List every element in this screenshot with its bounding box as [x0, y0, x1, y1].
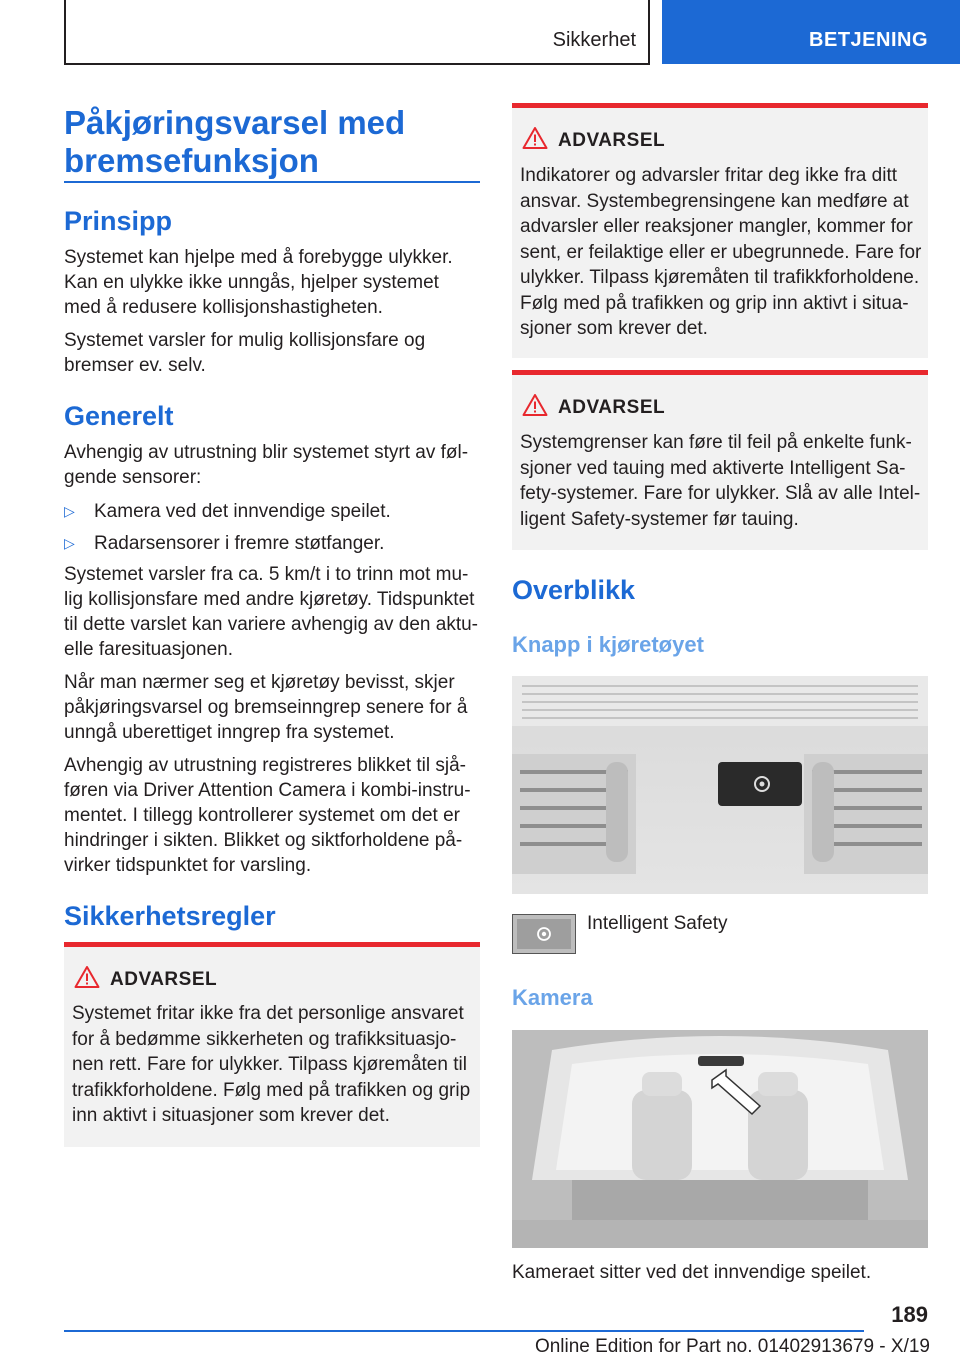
text-line: mentet. I tillegg kontrollerer systemet om det er [64, 805, 460, 826]
text-line: elle faresituasjonen. [64, 639, 233, 660]
header-chapter-label: BETJENING [809, 29, 928, 51]
text-line: trafikkforholdene. Følg med på trafikken og grip [72, 1079, 471, 1101]
paragraph-prinsipp-1 [64, 245, 484, 320]
text-line: Systemet kan hjelpe med å forebygge ulykker. [64, 247, 453, 268]
text-line: for å bedømme sikkerheten og trafikksituasjo‐ [72, 1028, 457, 1050]
warning-text [72, 1001, 474, 1129]
page-title: Påkjøringsvarsel med bremsefunksjon [64, 104, 406, 179]
warning-box [512, 103, 928, 358]
text-line: ansvar. Systembegrensingene kan medføre at [520, 190, 909, 212]
text-line: Når man nærmer seg et kjøretøy bevisst, skjer [64, 672, 455, 693]
text-line: påkjøringsvarsel og bremseinngrep senere for å [64, 697, 468, 718]
title-rule [64, 181, 480, 183]
heading-kamera: Kamera [512, 985, 593, 1010]
paragraph-prinsipp-2 [64, 328, 484, 378]
bullet-triangle-icon: ▷ [64, 535, 75, 551]
warning-box [512, 370, 928, 550]
text-line: Systemet varsler for mulig kollisjonsfare og [64, 330, 426, 351]
list-item [64, 531, 484, 556]
text-line: hindringer i sikten. Blikket og siktforholdene på‐ [64, 830, 463, 851]
camera-location-photo [512, 1030, 928, 1248]
text-line: Systemet fritar ikke fra det personlige ansvaret [72, 1003, 464, 1024]
paragraph-generelt-4 [64, 753, 484, 878]
text-line: Systemet varsler fra ca. 5 km/t i to trinn mot mu‐ [64, 564, 469, 585]
paragraph-generelt-2 [64, 562, 484, 662]
header-divider [648, 0, 650, 64]
text-line: ligent Safety-systemer før tauing. [520, 508, 799, 530]
dashboard-button-photo [512, 676, 928, 894]
header-chapter-tab[interactable] [662, 0, 960, 64]
text-line: Avhengig av utrustning registreres blikket til sjå‐ [64, 755, 467, 776]
warning-label: ADVARSEL [110, 969, 218, 990]
header-section-title: Sikkerhet [552, 29, 636, 51]
warning-label: ADVARSEL [558, 130, 666, 151]
heading-prinsipp: Prinsipp [64, 206, 173, 236]
bullet-triangle-icon: ▷ [64, 503, 75, 519]
warning-triangle-icon [522, 393, 548, 417]
page-number: 189 [891, 1302, 928, 1327]
warning-text [520, 163, 922, 342]
text-line: ulykker. Tilpass kjøremåten til trafikkforholdene. [520, 267, 920, 288]
text-line: føren via Driver Attention Camera i kombi-instru‐ [64, 780, 471, 801]
text-line: virker tidspunktet for varsling. [64, 855, 312, 876]
intelligent-safety-button-icon [512, 914, 576, 954]
paragraph-generelt-3 [64, 670, 484, 745]
text-line: Avhengig av utrustning blir systemet styrt av føl‐ [64, 442, 469, 463]
button-caption: Intelligent Safety [587, 913, 728, 934]
warning-triangle-icon [74, 965, 100, 989]
text-line: sjoner ved tauing med aktiverte Intelligent Sa‐ [520, 457, 906, 479]
warning-box [64, 942, 480, 1147]
text-line: nen rett. Fare for ulykker. Tilpass kjøremåten til [72, 1054, 467, 1075]
text-line: sent, er feilaktige eller er ubegrunnede. Fare for [520, 241, 922, 263]
paragraph-generelt-1 [64, 440, 484, 490]
warning-text [520, 430, 922, 532]
text-line: til dette varslet kan variere avhengig av den aktu‐ [64, 614, 479, 635]
text-line: inn aktivt i situasjoner som krever det. [72, 1105, 390, 1126]
text-line: sjoner som krever det. [520, 318, 708, 339]
text-line: Indikatorer og advarsler fritar deg ikke fra ditt [520, 165, 898, 186]
list-item-text: Kamera ved det innvendige speilet. [94, 501, 391, 522]
text-line: med å redusere kollisjonshastigheten. [64, 297, 383, 318]
text-line: Systemgrenser kan føre til feil på enkelte funk‐ [520, 432, 912, 453]
text-line: Følg med på trafikken og grip inn aktivt i situa‐ [520, 292, 909, 314]
text-line: bremser ev. selv. [64, 355, 206, 376]
heading-sikkerhetsregler: Sikkerhetsregler [64, 901, 276, 931]
header-bottom-rule [64, 63, 650, 65]
heading-generelt: Generelt [64, 401, 174, 431]
heading-overblikk: Overblikk [512, 575, 636, 605]
footer-rule [64, 1330, 864, 1332]
text-line: unngå uberettiget inngrep fra systemet. [64, 722, 395, 743]
warning-label: ADVARSEL [558, 397, 666, 418]
heading-knapp: Knapp i kjøretøyet [512, 632, 704, 657]
text-line: advarsler eller reaksjoner mangler, kommer for [520, 216, 913, 237]
footer-edition: Online Edition for Part no. 01402913679 - X/19 [534, 1336, 930, 1357]
text-line: lig kollisjonsfare med andre kjøretøy. Tidspunktet [64, 589, 475, 610]
text-line: gende sensorer: [64, 467, 202, 488]
camera-caption: Kameraet sitter ved det innvendige speilet. [512, 1262, 872, 1283]
list-item-text: Radarsensorer i fremre støtfanger. [94, 533, 385, 554]
text-line: Kan en ulykke ikke unngås, hjelper systemet [64, 272, 439, 293]
warning-triangle-icon [522, 126, 548, 150]
list-item [64, 499, 484, 524]
header-left-rule [64, 0, 66, 64]
text-line: fety-systemer. Fare for ulykker. Slå av alle Intel‐ [520, 483, 921, 504]
